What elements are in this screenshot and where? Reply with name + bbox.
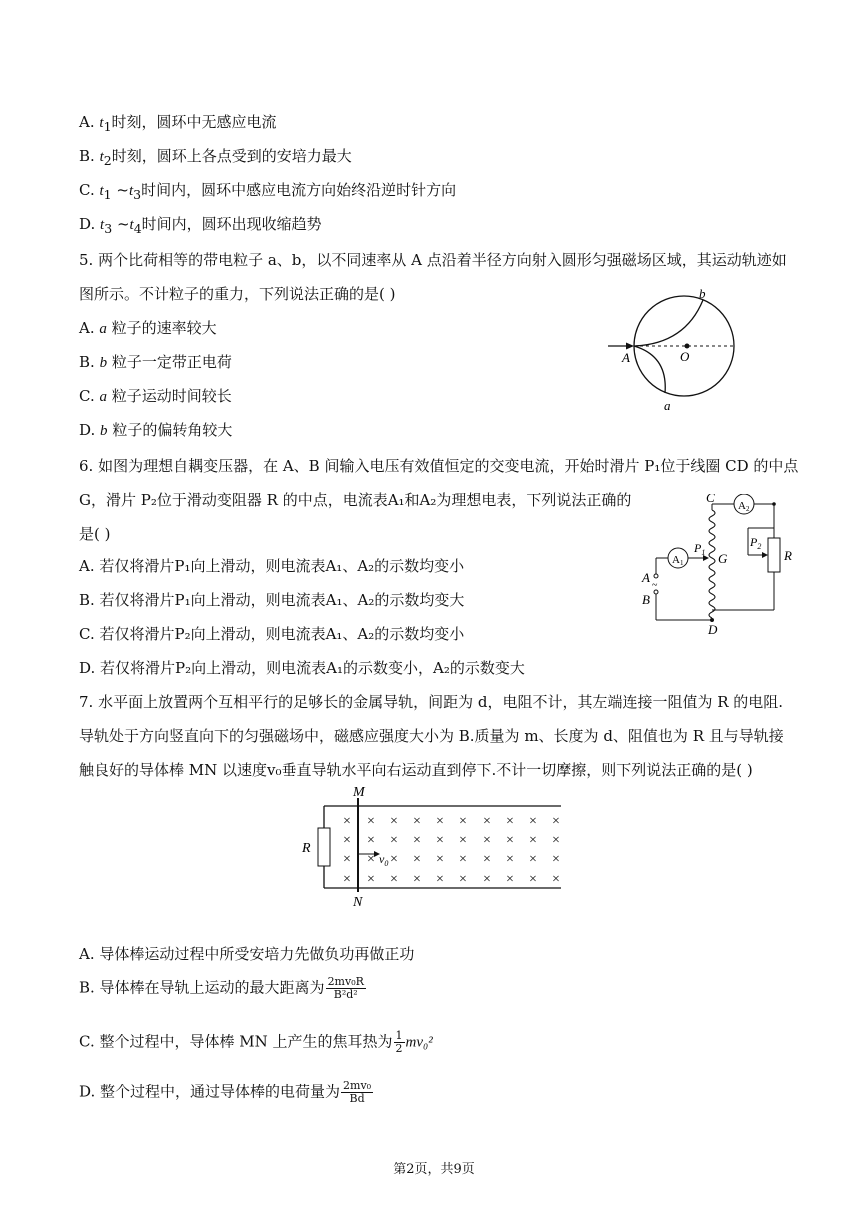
q4-option-c: C. $t_1$ $\sim t_3$时间内，圆环中感应电流方向始终沿逆时针方向 (79, 181, 457, 202)
field-cross: × (367, 872, 375, 887)
q5-magnetic-field-diagram (600, 286, 750, 416)
q5-option-a: A. a 粒子的速率较大 (79, 319, 217, 337)
field-cross: × (552, 852, 560, 867)
field-cross: × (343, 872, 351, 887)
q7-option-b: B. 导体棒在导轨上运动的最大距离为 $\frac{\text{2mv₀R}}{\text{B²d²}}$ (79, 975, 364, 1001)
label-P2: $P_2$ (750, 535, 762, 551)
field-cross: × (529, 872, 537, 887)
q6-autotransformer-diagram (636, 494, 796, 634)
q6-option-b: B. 若仅将滑片P₁向上滑动，则电流表A₁、A₂的示数均变大 (79, 591, 465, 609)
field-cross: × (390, 872, 398, 887)
label-G: G (718, 551, 728, 566)
q5-option-d: D. b 粒子的偏转角较大 (79, 421, 233, 439)
q6-option-a: A. 若仅将滑片P₁向上滑动，则电流表A₁、A₂的示数均变小 (79, 557, 465, 575)
field-cross: × (343, 814, 351, 829)
label-b: b (699, 286, 706, 301)
label-M: M (353, 785, 365, 800)
label-D: D (708, 622, 718, 634)
q7-stem-line3: 触良好的导体棒 MN 以速度v₀垂直导轨水平向右运动直到停下.不计一切摩擦，则下列说法正确的是( ) (79, 761, 753, 779)
field-cross: × (506, 852, 514, 867)
magnetic-field-crosses (343, 814, 560, 887)
field-cross: × (343, 833, 351, 848)
field-cross: × (529, 833, 537, 848)
label-R: R (302, 841, 311, 856)
label-v0: $v_0$ (379, 852, 389, 868)
field-cross: × (459, 814, 467, 829)
field-cross: × (413, 852, 421, 867)
q5-option-c: C. a 粒子运动时间较长 (79, 387, 232, 405)
q5-stem-line2: 图所示。不计粒子的重力，下列说法正确的是( ) (79, 285, 396, 303)
field-cross: × (413, 872, 421, 887)
label-N: N (353, 895, 363, 908)
svg-text:~: ~ (652, 580, 658, 591)
label-C: C (706, 494, 715, 505)
field-cross: × (436, 814, 444, 829)
label-R: R (784, 548, 792, 563)
q7-stem-line1: 7. 水平面上放置两个互相平行的足够长的金属导轨，间距为 d，电阻不计，其左端连接一阻值为 R 的电阻. (79, 693, 784, 711)
q5-stem-line1: 5. 两个比荷相等的带电粒子 a、b，以不同速率从 A 点沿着半径方向射入圆形匀强磁场区域，其运动轨迹如 (79, 251, 787, 269)
field-cross: × (552, 872, 560, 887)
field-cross: × (483, 852, 491, 867)
field-cross: × (459, 833, 467, 848)
field-cross: × (483, 872, 491, 887)
field-cross: × (529, 852, 537, 867)
q4-option-b: B. $t_2$时刻，圆环上各点受到的安培力最大 (79, 147, 352, 168)
label-P1: $P_1$ (694, 541, 706, 557)
field-cross: × (367, 814, 375, 829)
label-A: A (622, 350, 630, 365)
q4-option-a: A. $t_1$时刻，圆环中无感应电流 (79, 113, 277, 134)
label-O: O (680, 349, 690, 364)
label-B: B (642, 592, 650, 607)
field-cross: × (343, 852, 351, 867)
field-cross: × (506, 833, 514, 848)
field-cross: × (506, 872, 514, 887)
q6-stem-line3: 是( ) (79, 525, 111, 543)
q4-option-d: D. $t_3$ $\sim t_4$时间内，圆环出现收缩趋势 (79, 215, 322, 236)
field-cross: × (483, 814, 491, 829)
label-a: a (664, 398, 671, 413)
field-cross: × (459, 872, 467, 887)
field-cross: × (390, 833, 398, 848)
field-cross: × (506, 814, 514, 829)
q7-option-d: D. 整个过程中，通过导体棒的电荷量为 $\frac{\text{2mv₀}}{Bd}$ (79, 1079, 372, 1105)
field-cross: × (436, 833, 444, 848)
q5-option-b: B. b 粒子一定带正电荷 (79, 353, 232, 371)
page-footer: 第2页，共9页 (393, 1162, 475, 1177)
q7-rail-diagram (296, 782, 566, 908)
q7-option-a: A. 导体棒运动过程中所受安培力先做负功再做正功 (79, 945, 415, 963)
label-A: A (642, 570, 650, 585)
q6-option-c: C. 若仅将滑片P₂向上滑动，则电流表A₁、A₂的示数均变小 (79, 625, 465, 643)
field-cross: × (367, 852, 375, 867)
q7-stem-line2: 导轨处于方向竖直向下的匀强磁场中，磁感应强度大小为 B.质量为 m、长度为 d、阻值也为 R 且与导轨接 (79, 727, 784, 745)
field-cross: × (390, 814, 398, 829)
field-cross: × (552, 833, 560, 848)
field-cross: × (436, 872, 444, 887)
field-cross: × (529, 814, 537, 829)
q6-stem-line1: 6. 如图为理想自耦变压器，在 A、B 间输入电压有效值恒定的交变电流，开始时滑片 P₁位于线圈 CD 的中点 (79, 457, 799, 475)
field-cross: × (413, 814, 421, 829)
q7-option-c: C. 整个过程中，导体棒 MN 上产生的焦耳热为 $\frac{1}{2}$ mv₀² (79, 1029, 433, 1055)
field-cross: × (413, 833, 421, 848)
q6-option-d: D. 若仅将滑片P₂向上滑动，则电流表A₁的示数变小，A₂的示数变大 (79, 659, 525, 677)
field-cross: × (459, 852, 467, 867)
field-cross: × (552, 814, 560, 829)
field-cross: × (436, 852, 444, 867)
q6-stem-line2: G，滑片 P₂位于滑动变阻器 R 的中点，电流表A₁和A₂为理想电表，下列说法正确的 (79, 491, 632, 509)
field-cross: × (390, 852, 398, 867)
ammeter-a1-label: A1 (672, 554, 684, 567)
field-cross: × (367, 833, 375, 848)
ammeter-a2-label: A2 (738, 500, 750, 513)
field-cross: × (483, 833, 491, 848)
